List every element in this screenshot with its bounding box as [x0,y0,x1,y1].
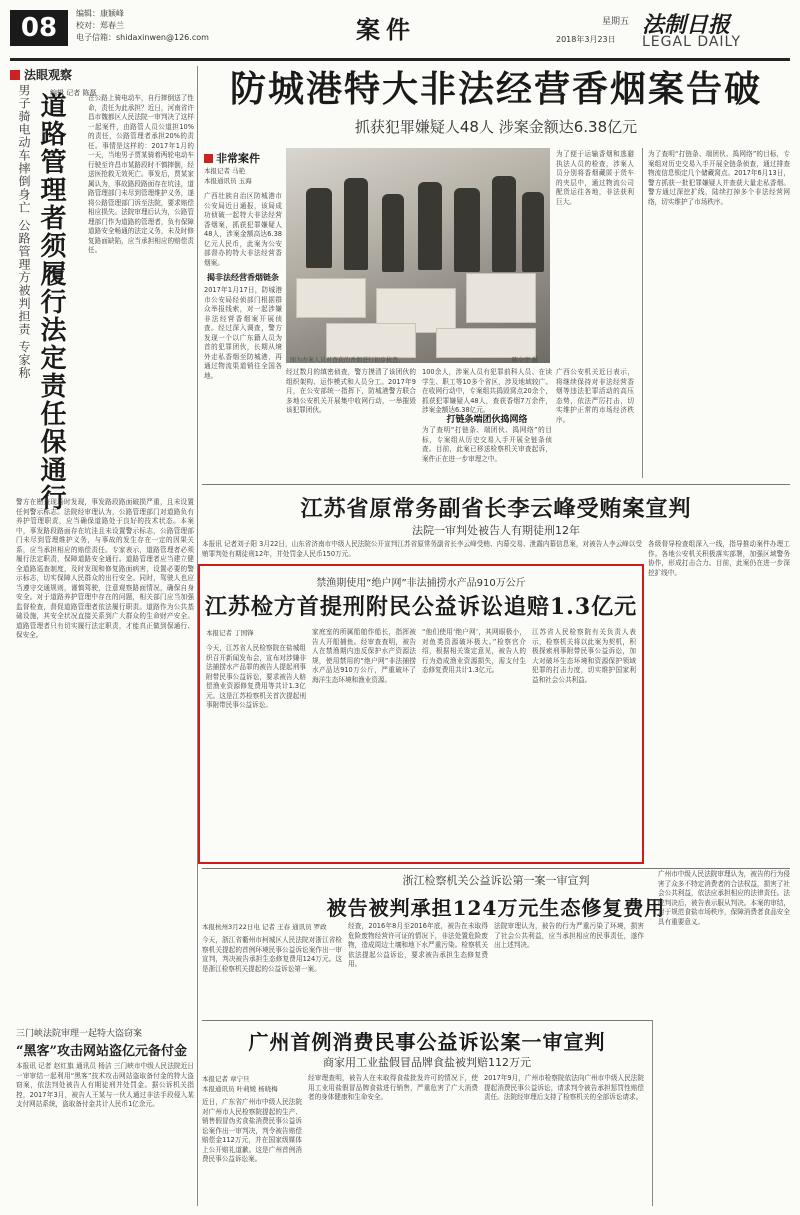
article-2-subheadline: 法院一审判处被告人有期徒刑12年 [412,524,580,537]
highlighted-byline: 本报记者 丁国锋 [206,629,254,637]
article-3-headline: 被告被判承担124万元生态修复费用 [326,896,666,920]
photo-caption: 图为办案人员对查获的香烟进行初步核查。 [290,357,405,364]
left-sub-headline: “黑客”攻击网站盗亿元备付金 [16,1044,187,1059]
seized-cigarettes-photo [286,148,550,363]
divider-line [202,868,790,869]
issue-date: 2018年3月23日 [556,35,616,44]
right-column-divider [652,1020,653,1206]
top-article-text-5: 100余人，涉案人员有犯罪前科人员、在读学生、职工等10多个省区，涉及地域较广。在收网行动中，专案组共捣毁窝点20余个，抓获犯罪嫌疑人48人，查获香烟7万余件，涉案金额达6.38亿元。 [422,368,552,414]
top-headline: 防城港特大非法经营香烟案告破 [229,68,762,110]
vertical-subtitle: 男子骑电动车摔倒身亡 公路管理方被判担责 专家称 [17,84,31,380]
vertical-headline: 道路管理者须履行法定责任保通行 [36,92,66,512]
right-column-text-2: 各级督导检查组深入一线，指导推动案件办理工作。各地公安机关积极落实部署，加强区域警务协作，形成打击合力。目前，此案仍在进一步深挖扩线中。 [648,540,790,577]
right-column-text-3: 广州市中级人民法院审理认为，被告的行为侵害了众多不特定消费者的合法权益，损害了社会公共利益，依法应承担相应的法律责任。法院判决后，被告表示服从判决。本案的审结，对于规范食盐市场秩序，保障消费者食品安全具有重要意义。 [658,870,790,926]
highlighted-text-2: 家庭室的所属船舶作船长，指挥被告人开船捕鱼。经审查查明，被告人在禁渔期内违反保护水产资源法规，使用禁用的“绝户网”非法捕捞水产品达910万公斤，严重破坏了海洋生态环境和渔业资源。 [312,628,416,684]
masthead-rule [10,58,790,61]
highlighted-headline: 江苏检方首提刑附民公益诉讼追赔1.3亿元 [204,594,638,620]
left-article-text-a: 在公路上骑电动车，自行摔倒送了性命，责任为此承担？近日，河南省许昌市魏都区人民法院一审判决了这样一起案件，由路管人员公道担10%的责任，公路管理者承担20%的责任。事情是这样的：2017年1月的一天，当地男子贾某骑着两轮电动车行驶至许昌市某路段时不慎摔倒，经送医抢救无效死亡。事发后，贾某家属认为，事故路段路面存在坑洼，道路管理部门未尽到管理维护义务，遂将公路管理部门诉至法院，要求赔偿相应损失。法院审理后认为，公路管理部门作为道路的管理者，负有保障道路安全畅通的法定义务，未及时修复路面缺陷，应当承担相应的赔偿责任。 [88,94,194,254]
top-byline: 本报记者 马艳 本报通讯员 玉海 [204,167,252,185]
article-3-text-3: 法院审理认为，被告的行为严重污染了环境，损害了社会公共利益，应当承担相应的民事责任，遂作出上述判决。 [494,922,644,949]
highlighted-article-box [198,564,644,864]
weekday: 星期五 [602,17,630,27]
editor-info [76,8,209,44]
masthead [10,8,790,58]
right-column-text-1: 为了查明“打链条、端团伙、捣网络”的目标，专案组对历史交易入手开展全链条侦查，通过排查物流信息锁定几个储藏窝点。2017年6月13日，警方抓获一批犯罪嫌疑人并查获大量走私香烟。警方通过深挖扩线，陆续打掉多个非法经营网络，切实维护了市场秩序。 [648,150,790,206]
top-subheadline: 抓获犯罪嫌疑人48人 涉案金额达6.38亿元 [354,118,638,136]
highlighted-text-1: 今天，江苏省人民检察院在盐城组织召开新闻发布会，宣布对涉嫌非法捕捞水产品罪的被告人提起刑事附带民事公益诉讼，要求被告人赔偿渔业资源修复费用等共计1.3亿元。这是江苏检察机关首次提起刑事附带民事公益诉讼。 [206,644,306,709]
article-2-headline: 江苏省原常务副省长李云峰受贿案宣判 [300,496,692,522]
article-4-text-2: 经审理查明，被告人在未取得食盐批发许可的情况下，使用工业用盐假冒品牌食盐进行销售，严重危害了广大消费者的身体健康和生命安全。 [308,1074,478,1101]
top-article-text-4: 经过数月的缜密侦查，警方摸清了该团伙的组织架构、运作模式和人员分工。2017年9月，在公安部统一指挥下，防城港警方联合多地公安机关开展集中收网行动，一举摧毁该犯罪团伙。 [286,368,416,414]
newspaper-logo: 法制日报 [642,12,731,38]
article-4-byline: 本报记者 章宁旦 本报通讯员 叶莉媛 杨晓梅 [202,1075,278,1093]
top-sub-head-1: 揭非法经营香烟链条 [207,273,279,282]
top-article-text-7: 广西公安机关近日表示，将继续保持对非法经营香烟等违法犯罪活动的高压态势，依法严厉打击，切实维护正常的市场经济秩序。 [556,368,634,424]
newspaper-logo-en: LEGAL DAILY [642,34,742,50]
article-2-text: 本报讯 记者刘子阳 3月22日，山东省济南市中级人民法院公开宣判江苏省原常务副省长李云峰受贿、内幕交易、泄露内幕信息案，对被告人李云峰以受贿罪判处有期徒刑12年，并处罚金人民币150万元。 [202,540,642,558]
top-article-text-3: 为了便于运输香烟和逃避执法人员的检查，涉案人员分别将香烟藏匿于货车的夹层中，通过物流公司配货运往各地，非法获利巨大。 [556,150,634,206]
section-label-unusual-cases: 非常案件 [204,150,260,166]
article-4-subheadline: 商家用工业盐假冒品牌食盐被判赔112万元 [323,1056,531,1069]
article-4-text-1: 近日，广东省广州市中级人民法院对广州市人民检察院提起的生产、销售假冒伪劣食盐消费民事公益诉讼案作出一审判决，判令被告赔偿赔偿金112万元，并在国家级媒体上公开赔礼道歉。这是广州首例消费民事公益诉讼案。 [202,1098,302,1163]
left-article-text-b: 警方在勘查现场时发现，事发路段路面破损严重，且未设置任何警示标志。法院经审理认为，公路管理部门对道路负有养护管理职责，应当确保道路处于良好的技术状态。本案中，事发路段路面存在坑洼且未设置警示标志，公路管理部门未尽到管理维护义务，与事故的发生存在一定的因果关系，应当承担相应的赔偿责任。专家表示，道路管理者必须履行法定职责，保障道路安全通行。道路管理者应当建立健全道路巡查制度，及时发现和修复路面病害，设置必要的警示标志，切实保障人民群众的出行安全。同时，驾驶人也应当遵守交通规则，谨慎驾驶，注意观察路面情况，确保自身安全。对于道路养护管理中存在的问题，相关部门应当加强监督检查，督促道路管理者依法履行职责。道路作为公共基础设施，其安全状况直接关系到广大群众的生命财产安全。道路管理者只有切实履行法定职责，才能真正做到保通行、保安全。 [16,498,194,639]
top-article-text-1: 广西壮族自治区防城港市公安局近日通报，该局成功侦破一起特大非法经营香烟案，抓获犯罪嫌疑人48人，涉案金额高达6.38亿元人民币，此案为公安部督办的特大非法经营香烟案。 [204,192,282,267]
page-number: 08 [10,10,68,46]
proof-line: 校对：郑春兰 [76,21,124,30]
photo-credit: 陈立宇 摄 [512,357,538,364]
highlighted-kicker: 禁渔期使用“绝户网”非法捕捞水产品910万公斤 [316,578,526,589]
left-sub-article-text: 本报讯 记者 赵红旗 通讯员 杨洁 三门峡市中级人民法院近日一审审结一起利用“黑客”技术攻击网站盗取备付金的特大盗窃案，依法判处被告人有期徒刑并处罚金。据公诉机关指控，2017年3月，被告人王某与一伙人通过非法手段侵入某支付网站系统，盗取备付金共计人民币1亿余元。 [16,1062,194,1108]
highlighted-text-4: 江苏省人民检察院有关负责人表示，检察机关将以此案为契机，积极探索刑事附带民事公益诉讼，加大对破坏生态环境和资源保护领域犯罪的打击力度，切实维护国家利益和社会公共利益。 [532,628,636,684]
left-column [10,66,194,1206]
section-title: 案件 [356,15,416,44]
article-3-text-2: 经查，2016年8月至2016年底，被告在未取得危险废物经营许可证的情况下，非法处置危险废物，造成周边土壤和地下水严重污染。检察机关依法提起公益诉讼，要求被告承担生态修复费用。 [348,922,488,968]
highlighted-text-3: “他们使用‘绝户网’，其网眼极小，对鱼类资源破坏极大。”检察官介绍，根据相关鉴定意见，被告人的行为造成渔业资源损失，需支付生态修复费用共计1.3亿元。 [422,628,526,674]
left-byline: 编辑 记者 陈磊 [50,89,97,97]
divider-line [202,484,790,485]
article-4-text-3: 2017年9月，广州市检察院依法向广州市中级人民法院提起消费民事公益诉讼，请求判令被告承担惩罚性赔偿责任。法院经审理后支持了检察机关的全部诉讼请求。 [484,1074,644,1101]
article-3-byline: 本报杭州3月22日电 记者 王春 通讯员 罗政 [202,923,327,931]
divider-line [202,1020,652,1021]
article-3-text-1: 今天，浙江省衢州市柯城区人民法院对浙江省检察机关提起的首例环境民事公益诉讼案作出一审宣判，判决被告承担生态修复费用124万元。这是浙江检察机关提起的公益诉讼第一案。 [202,936,342,973]
email-line: 电子信箱：shidaxinwen@126.com [76,33,209,42]
right-column-divider [642,148,643,478]
left-sub-kicker: 三门峡法院审理一起特大盗窃案 [16,1029,143,1039]
editor-line: 编辑：康颖峰 [76,9,124,18]
top-sub-head-2: 打链条端团伙捣网络 [446,415,528,425]
column-label: 法眼观察 [10,66,194,83]
top-article-text-6: 为了查明“打链条、端团伙、捣网络”的目标，专案组从历史交易入手开展全链条侦查。目前，此案已移送检察机关审查起诉，案件正在进一步审理之中。 [422,426,552,463]
article-3-kicker: 浙江检察机关公益诉讼第一案一审宣判 [402,874,590,887]
top-article-text-2: 2017年1月17日，防城港市公安局经侦部门根据群众举报线索，对一起涉嫌非法经营香烟案开展侦查。经过深入调查，警方发现一个以广东籍人员为首的犯罪团伙，长期从境外走私香烟至防城港，再通过物流渠道销往全国各地。 [204,286,282,380]
article-4-headline: 广州首例消费民事公益诉讼案一审宣判 [248,1030,606,1054]
